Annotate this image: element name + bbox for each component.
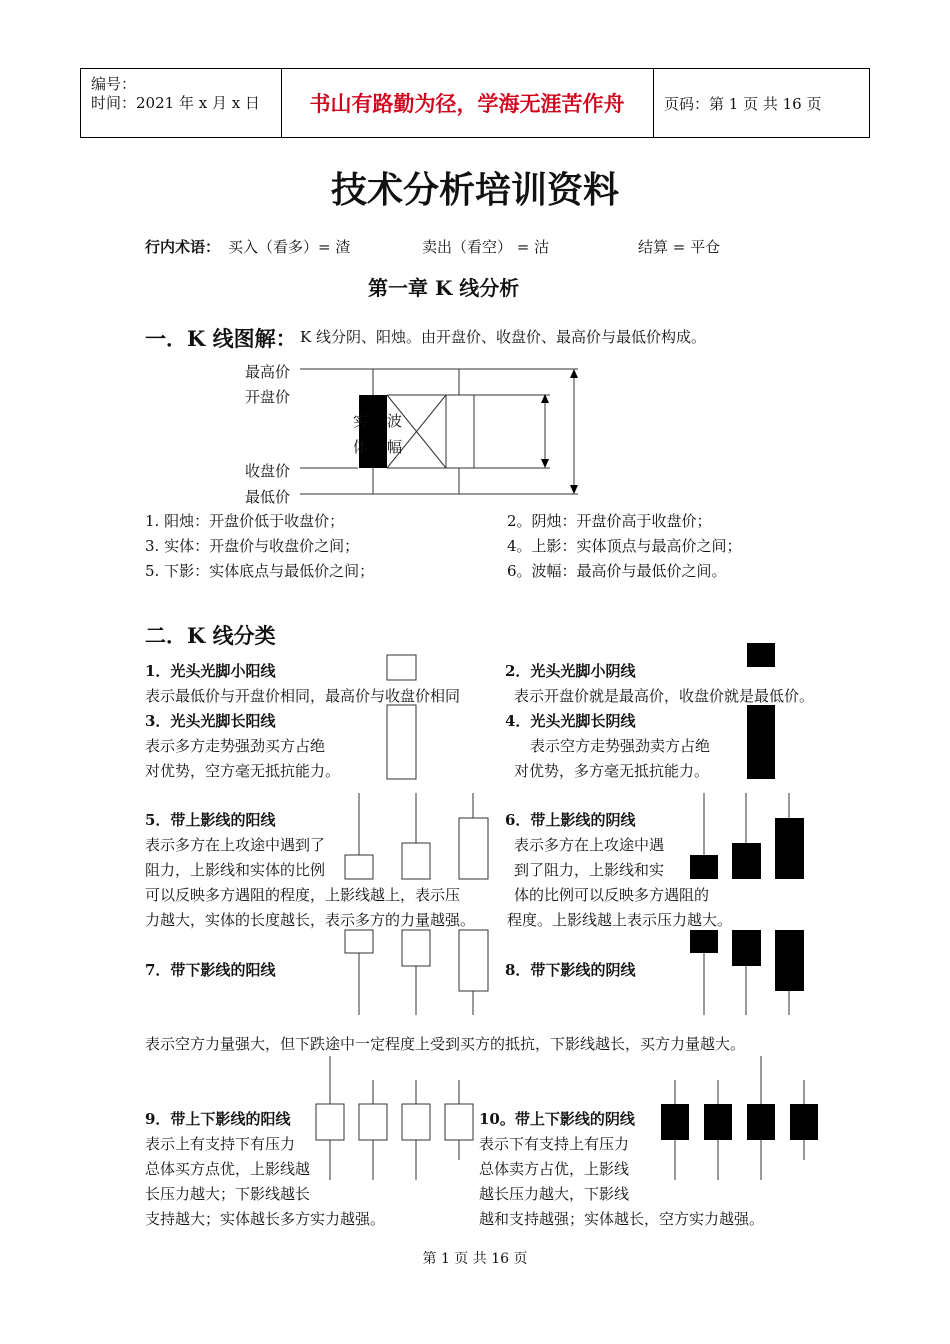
item5-desc-4: 力越大，实体的长度越长，表示多方的力量越强。 — [145, 911, 476, 929]
definition-3: 3. 实体：开盘价与收盘价之间； — [145, 537, 360, 555]
item9-desc-1: 表示上有支持下有压力 — [145, 1135, 296, 1153]
definition-2: 2。阴烛：开盘价高于收盘价； — [507, 512, 712, 530]
terms-settle: 结算 = 平仓 — [638, 238, 721, 256]
terms-sell: 卖出（看空） = 沽 — [422, 238, 550, 256]
time-label: 时间：2021 年 x 月 x 日 — [91, 94, 260, 112]
terms-buy: 买入（看多）= 渣 — [228, 238, 351, 256]
item4-desc-2: 对优势，多方毫无抵抗能力。 — [514, 762, 710, 780]
item9-desc-2: 总体买方点优，上影线越 — [145, 1160, 311, 1178]
terms-label: 行内术语： — [145, 238, 221, 256]
section1-intro: K 线分阴、阳烛。由开盘价、收盘价、最高价与最低价构成。 — [300, 328, 706, 346]
item2-desc: 表示开盘价就是最高价，收盘价就是最低价。 — [514, 687, 815, 705]
label-high: 最高价 — [245, 363, 291, 381]
serial-label: 编号： — [91, 75, 137, 93]
diagram-fu: 幅 — [387, 438, 403, 456]
page-title: 技术分析培训资料 — [330, 169, 619, 211]
item9-desc-4: 支持越大；实体越长多方实力越强。 — [145, 1210, 386, 1228]
item7-title: 7．带下影线的阳线 — [145, 961, 276, 979]
definition-5: 5. 下影：实体底点与最低价之间； — [145, 562, 375, 580]
item1-desc: 表示最低价与开盘价相同，最高价与收盘价相同 — [145, 687, 461, 705]
definition-4: 4。上影：实体顶点与最高价之间； — [507, 537, 742, 555]
item5-desc-1: 表示多方在上攻途中遇到了 — [145, 836, 326, 854]
page-info: 页码：第 1 页 共 16 页 — [654, 69, 870, 137]
item6-desc-1: 表示多方在上攻途中遇 — [514, 836, 665, 854]
item9-title: 9．带上下影线的阳线 — [145, 1110, 291, 1128]
item6-desc-3: 体的比例可以反映多方遇阻的 — [514, 886, 710, 904]
diagram-ti: 体 — [353, 438, 369, 456]
item10-desc-1: 表示下有支持上有压力 — [479, 1135, 630, 1153]
section1-heading: 一．K 线图解： — [145, 326, 297, 351]
item6-desc-4: 程度。上影线越上表示压力越大。 — [507, 911, 733, 929]
item3-desc-1: 表示多方走势强劲买方占绝 — [145, 737, 326, 755]
definition-6: 6。波幅：最高价与最低价之间。 — [507, 562, 727, 580]
item6-title: 6．带上影线的阴线 — [505, 811, 636, 829]
item5-desc-2: 阻力，上影线和实体的比例 — [145, 861, 326, 879]
label-low: 最低价 — [245, 488, 291, 506]
motto: 书山有路勤为径，学海无涯苦作舟 — [281, 69, 654, 137]
item78-desc: 表示空方力量强大，但下跌途中一定程度上受到买方的抵抗，下影线越长，买方力量越大。 — [145, 1035, 746, 1053]
item5-desc-3: 可以反映多方遇阻的程度，上影线越上，表示压 — [145, 886, 461, 904]
item10-desc-3: 越长压力越大，下影线 — [479, 1185, 630, 1203]
item1-title: 1．光头光脚小阳线 — [145, 662, 276, 680]
item10-desc-2: 总体卖方占优，上影线 — [479, 1160, 630, 1178]
bearish-body — [359, 395, 387, 468]
diagram-bo: 波 — [387, 412, 403, 430]
label-close: 收盘价 — [245, 462, 291, 480]
item10-title: 10。带上下影线的阴线 — [479, 1110, 635, 1128]
item3-title: 3．光头光脚长阳线 — [145, 712, 276, 730]
definition-1: 1. 阳烛：开盘价低于收盘价； — [145, 512, 345, 530]
diagram-shi: 实 — [353, 412, 369, 430]
item3-desc-2: 对优势，空方毫无抵抗能力。 — [145, 762, 341, 780]
item4-title: 4．光头光脚长阴线 — [505, 712, 636, 730]
item5-title: 5．带上影线的阳线 — [145, 811, 276, 829]
chapter-heading: 第一章 K 线分析 — [368, 276, 520, 300]
item9-desc-3: 长压力越大；下影线越长 — [145, 1185, 311, 1203]
section2-heading: 二．K 线分类 — [145, 623, 276, 648]
item4-desc-1: 表示空方走势强劲卖方占绝 — [530, 737, 711, 755]
item8-title: 8．带下影线的阴线 — [505, 961, 636, 979]
item2-title: 2．光头光脚小阴线 — [505, 662, 636, 680]
label-open: 开盘价 — [245, 388, 291, 406]
item10-desc-4: 越和支持越强；实体越长，空方实力越强。 — [479, 1210, 765, 1228]
item6-desc-2: 到了阻力，上影线和实 — [514, 861, 665, 879]
page-footer: 第 1 页 共 16 页 — [422, 1251, 528, 1267]
